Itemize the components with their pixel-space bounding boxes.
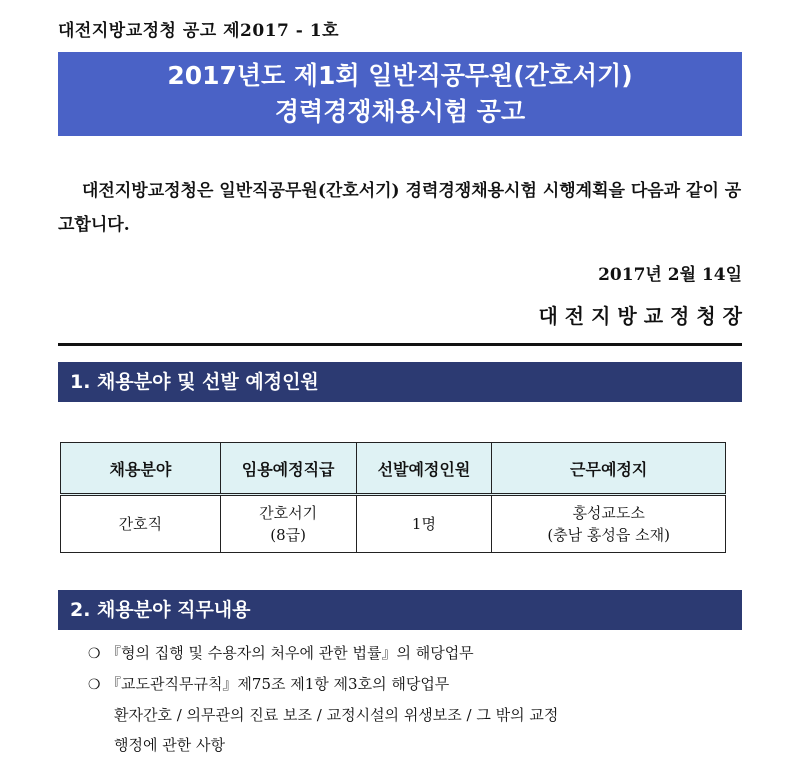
duty-item-2: 『교도관직무규칙』제75조 제1항 제3호의 해당업무	[106, 675, 450, 693]
section-2-header: 2. 채용분야 직무내용	[58, 590, 742, 630]
list-item	[88, 669, 748, 700]
duty-detail-line-1: 환자간호 / 의무관의 진료 보조 / 교정시설의 위생보조 / 그 밖의 교정	[114, 706, 559, 724]
header-count: 선발예정인원	[356, 443, 492, 495]
cell-location-address: (충남 홍성읍 소재)	[547, 526, 670, 544]
cell-grade-level: (8급)	[270, 526, 307, 544]
section-1-header: 1. 채용분야 및 선발 예정인원	[58, 362, 742, 402]
title-line-2: 경력경쟁채용시험 공고	[274, 97, 526, 126]
notice-date: 2017년 2월 14일	[598, 265, 742, 285]
title-line-1: 2017년도 제1회 일반직공무원(간호서기)	[167, 61, 633, 90]
table-header-row	[61, 443, 726, 495]
list-item	[88, 638, 748, 669]
cell-location	[492, 495, 726, 553]
table-row	[61, 495, 726, 553]
circle-bullet-icon: ❍	[88, 677, 101, 693]
circle-bullet-icon: ❍	[88, 646, 101, 662]
cell-count: 1명	[356, 495, 492, 553]
duty-detail-line-2: 행정에 관한 사항	[114, 736, 225, 754]
notice-number: 대전지방교정청 공고 제2017 - 1호	[58, 21, 340, 41]
issuing-office: 대전지방교정청장	[538, 304, 749, 328]
duty-item-1: 『형의 집행 및 수용자의 처우에 관한 법률』의 해당업무	[106, 644, 474, 662]
title-banner	[58, 52, 742, 136]
divider-rule	[58, 343, 742, 346]
duties-list	[88, 638, 748, 760]
recruitment-table	[60, 442, 726, 553]
cell-location-name: 홍성교도소	[572, 504, 645, 522]
header-field: 채용분야	[61, 443, 221, 495]
header-grade: 임용예정직급	[220, 443, 356, 495]
intro-paragraph: 대전지방교정청은 일반직공무원(간호서기) 경력경쟁채용시험 시행계획을 다음과 같이 공고합니다.	[58, 181, 742, 235]
header-location: 근무예정지	[492, 443, 726, 495]
cell-field: 간호직	[61, 495, 221, 553]
cell-grade	[220, 495, 356, 553]
cell-grade-title: 간호서기	[259, 504, 318, 522]
